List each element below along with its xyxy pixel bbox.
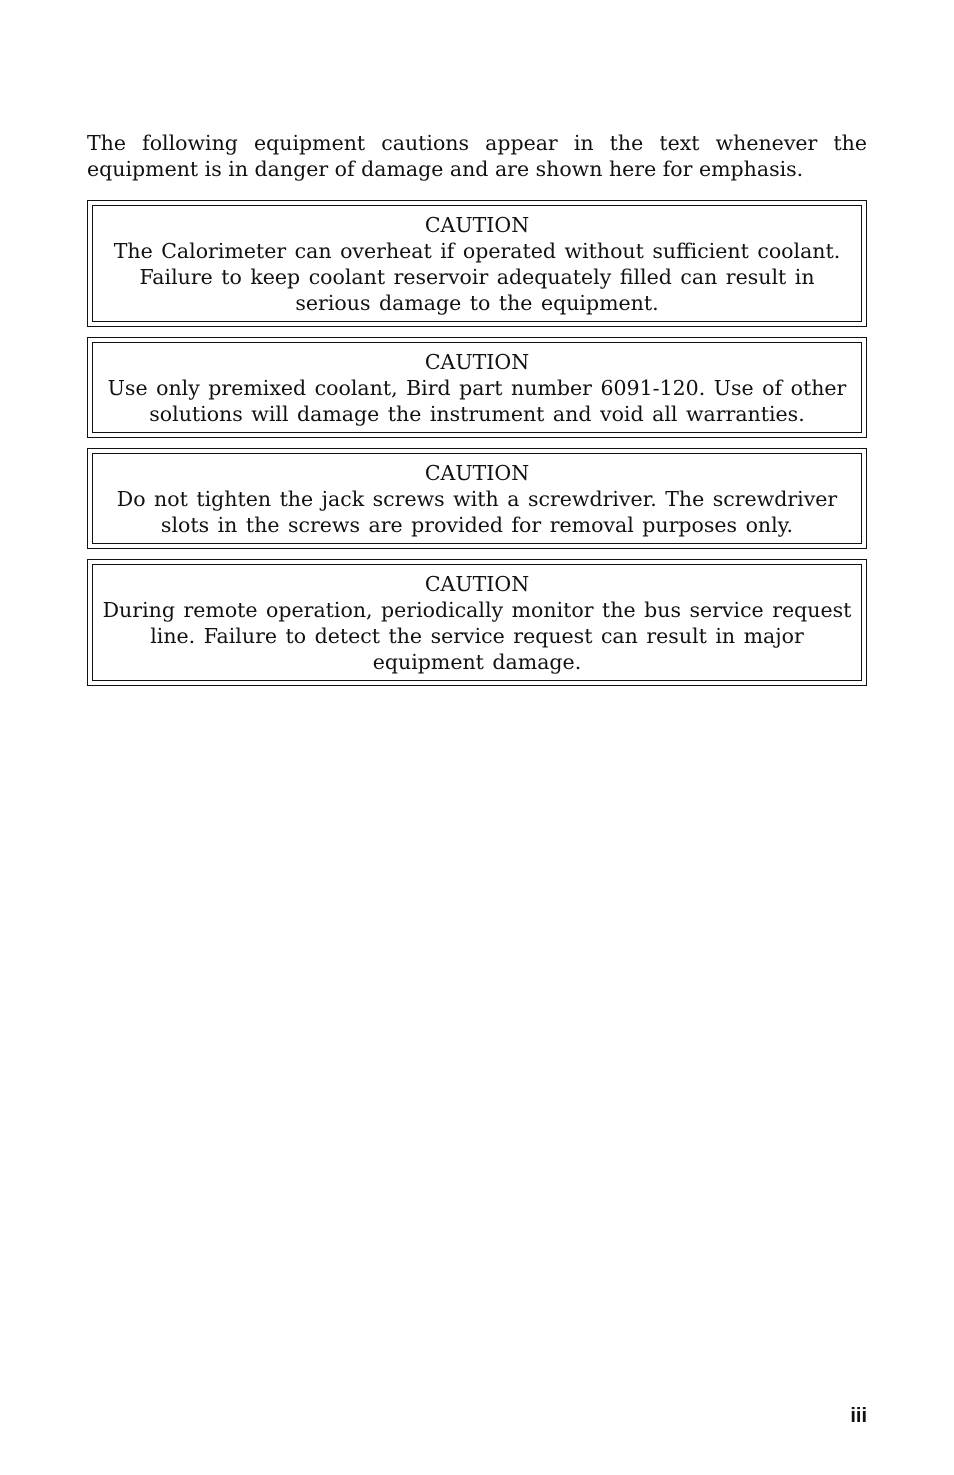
- caution-box-inner: [92, 453, 862, 544]
- intro-paragraph: The following equipment cautions appear in the text whenever the equipment is in danger of damage and are shown here for emphasis.: [87, 131, 867, 181]
- page-content: [87, 130, 867, 696]
- caution-box: [87, 559, 867, 686]
- caution-title: CAUTION: [424, 213, 530, 237]
- caution-box-inner: [92, 205, 862, 322]
- page-number: iii: [850, 1405, 867, 1427]
- caution-text: Do not tighten the jack screws with a screwdriver. The screwdriver slots in the screws are provided for removal purposes only.: [116, 487, 838, 537]
- caution-box: [87, 200, 867, 327]
- caution-box-inner: [92, 342, 862, 433]
- caution-title: CAUTION: [424, 572, 530, 596]
- caution-box: [87, 448, 867, 549]
- caution-box-inner: [92, 564, 862, 681]
- caution-text: Use only premixed coolant, Bird part number 6091-120. Use of other solutions will damage the instrument and void all warranties.: [107, 376, 847, 426]
- caution-text: During remote operation, periodically monitor the bus service request line. Failure to detect the service request can result in major equipment damage.: [102, 598, 852, 674]
- caution-box: [87, 337, 867, 438]
- caution-title: CAUTION: [424, 350, 530, 374]
- caution-text: The Calorimeter can overheat if operated without sufficient coolant. Failure to keep coolant reservoir adequately filled can result in serious damage to the equipment.: [113, 239, 841, 315]
- caution-title: CAUTION: [424, 461, 530, 485]
